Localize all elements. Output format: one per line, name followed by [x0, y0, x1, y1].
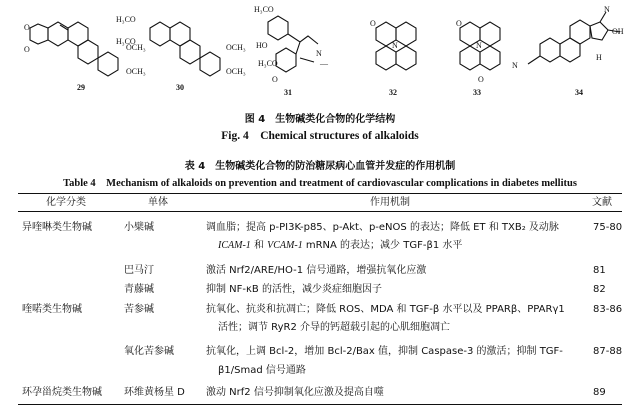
header-mechanism: 作用机制: [370, 197, 410, 208]
svg-text:HO: HO: [256, 41, 268, 50]
row-mechanism-line2: 活性；调节 RyR2 介导的钙超载引起的心肌细胞凋亡: [218, 322, 450, 333]
row-compound: 小檗碱: [124, 222, 154, 233]
row-mechanism-line1: 调血脂；提高 p-PI3K-p85、p-Akt、p-eNOS 的表达；降低 ET 和 TXB₂ 及动脉: [206, 222, 559, 233]
row-compound: 苦参碱: [124, 304, 154, 315]
compound-label-34: 34: [575, 88, 583, 97]
row-compound: 青藤碱: [124, 284, 154, 295]
svg-text:H₃CO: H₃CO: [116, 37, 136, 46]
svg-text:OCH₃: OCH₃: [226, 43, 246, 52]
structure-34: [528, 12, 620, 64]
gene-icam1: ICAM-1: [218, 240, 251, 251]
row-compound: 氧化苦参碱: [124, 346, 174, 357]
row-mechanism-line1: 抗氧化、抗炎和抗凋亡；降低 ROS、MDA 和 TGF-β 水平以及 PPARβ、PPARγ1: [206, 304, 565, 315]
svg-text:N: N: [512, 61, 518, 70]
table-caption-cn: 表 4 生物碱类化合物的防治糖尿病心血管并发症的作用机制: [184, 161, 456, 172]
row-class: 喹喏类生物碱: [22, 304, 82, 315]
svg-text:O: O: [24, 45, 30, 54]
row-compound: 环维黄杨星 D: [124, 387, 185, 398]
mech-connector: 和: [250, 240, 268, 251]
row-mechanism-line1: 抑制 NF-κB 的活性，减少炎症细胞因子: [206, 284, 382, 295]
header-compound: 单体: [148, 197, 168, 208]
svg-text:—: —: [320, 59, 328, 68]
figure-caption-cn: 图 4 生物碱类化合物的化学结构: [244, 114, 396, 125]
structure-30: [150, 22, 220, 76]
row-mechanism-line1: 激活 Nrf2/ARE/HO-1 信号通路，增强抗氧化应激: [206, 265, 427, 276]
svg-text:O: O: [272, 75, 278, 84]
table-bottom-rule: [18, 404, 622, 405]
row-mechanism-line1: 抗氧化，上调 Bcl-2，增加 Bcl-2/Bax 值，抑制 Caspase-3 的激活；抑制 TGF-: [206, 346, 563, 357]
svg-text:H₃CO: H₃CO: [116, 15, 136, 24]
row-reference: 81: [593, 265, 606, 276]
row-compound: 巴马汀: [124, 265, 154, 276]
row-mechanism-line1: 激动 Nrf2 信号抑制氧化应激及提高自噬: [206, 387, 384, 398]
row-mechanism-line2: [218, 239, 462, 253]
svg-text:OCH₃: OCH₃: [226, 67, 246, 76]
mech-tail: mRNA 的表达；减少 TGF-β1 水平: [302, 240, 463, 251]
compound-label-32: 32: [389, 88, 397, 97]
chemical-structures-figure: [0, 0, 640, 100]
row-reference: 87-88: [593, 346, 623, 357]
row-reference: 83-86: [593, 304, 623, 315]
table-top-rule: [18, 193, 622, 194]
svg-text:OCH₃: OCH₃: [126, 67, 146, 76]
structure-29: [30, 22, 118, 76]
gene-vcam1: VCAM-1: [267, 240, 303, 251]
header-class: 化学分类: [46, 197, 86, 208]
svg-text:N: N: [392, 41, 398, 50]
table-header-rule: [18, 211, 622, 212]
row-class: 环孕甾烷类生物碱: [22, 387, 102, 398]
row-mechanism-line2: β1/Smad 信号通路: [218, 365, 306, 376]
svg-text:O: O: [456, 19, 462, 28]
row-reference: 75-80: [593, 222, 623, 233]
svg-text:O: O: [370, 19, 376, 28]
table-caption-en: Table 4 Mechanism of alkaloids on prevention and treatment of cardiovascular complications in diabetes mellitus: [63, 178, 577, 189]
compound-label-33: 33: [473, 88, 481, 97]
svg-text:OH: OH: [612, 27, 624, 36]
compound-label-30: 30: [176, 83, 184, 92]
row-reference: 89: [593, 387, 606, 398]
svg-text:O: O: [24, 23, 30, 32]
row-reference: 82: [593, 284, 606, 295]
svg-text:H: H: [596, 53, 602, 62]
svg-text:H₃CO: H₃CO: [254, 5, 274, 14]
svg-text:N: N: [604, 5, 610, 14]
svg-text:O: O: [478, 75, 484, 84]
compound-label-31: 31: [284, 88, 292, 97]
header-reference: 文献: [592, 197, 612, 208]
svg-text:H₃CO: H₃CO: [258, 59, 278, 68]
svg-text:OCH₃: OCH₃: [126, 43, 146, 52]
compound-label-29: 29: [77, 83, 85, 92]
row-class: 异喹啉类生物碱: [22, 222, 92, 233]
figure-caption-en: Fig. 4 Chemical structures of alkaloids: [221, 130, 419, 142]
svg-text:N: N: [476, 41, 482, 50]
svg-text:N: N: [316, 49, 322, 58]
